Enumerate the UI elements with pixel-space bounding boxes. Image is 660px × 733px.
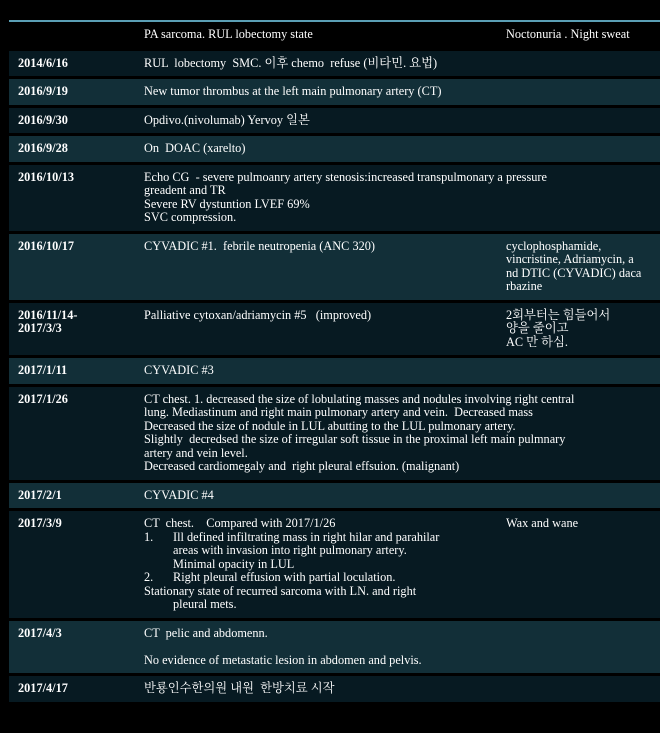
event-line: CYVADIC #4 [144, 487, 214, 502]
event-line: CT chest. 1. decreased the size of lobulating masses and nodules involving right central [144, 391, 575, 406]
table-row [9, 234, 660, 300]
table-row [9, 165, 660, 231]
row-date: 2016/10/17 [18, 238, 75, 253]
event-line: CYVADIC #3 [144, 363, 214, 377]
event-line: CT pelic and abdomenn. [144, 625, 268, 640]
note-line: 양을 줄이고 [506, 321, 569, 335]
header-col1 [9, 22, 135, 48]
list-item [144, 571, 494, 585]
event-line: pleural mets. [173, 597, 237, 611]
event-line: areas with invasion into right pulmonary artery. [173, 543, 407, 557]
note-line: vincristine, Adriamycin, a [506, 252, 634, 266]
row-event [135, 165, 660, 231]
list-text [159, 531, 494, 572]
row-date: 2017/1/26 [18, 391, 68, 406]
event-line: lung. Mediastinum and right main pulmonary artery and vein. Decreased mass [144, 405, 533, 419]
event-line: RUL lobectomy SMC. 이후 chemo refuse (비타민. 요법) [144, 55, 438, 70]
event-line: Slightly decredsed the size of irregular soft tissue in the proximal left main pulmnary [144, 432, 566, 446]
event-line: Minimal opacity in LUL [173, 556, 295, 571]
row-event [135, 676, 660, 702]
table-row [9, 483, 660, 509]
header-col2: PA sarcoma. RUL lobectomy state [144, 27, 313, 41]
event-line: On DOAC (xarelto) [144, 141, 246, 155]
event-line: CT chest. Compared with 2017/1/26 [144, 516, 336, 530]
event-line: SVC compression. [144, 210, 237, 224]
note-line: 2회부터는 힘들어서 [506, 307, 611, 322]
row-event [135, 483, 660, 509]
row-event [135, 303, 498, 356]
list-number: 1. [144, 529, 154, 544]
event-line: 반룡인수한의원 내원 한방치료 시작 [144, 681, 335, 695]
row-event [135, 51, 660, 77]
row-date: 2016/9/30 [18, 112, 68, 127]
row-event [135, 234, 498, 300]
row-date: 2014/6/16 [18, 55, 68, 70]
event-line: Severe RV dystuntion LVEF 69% [144, 196, 310, 211]
row-date: 2017/2/1 [18, 487, 62, 502]
table-row [9, 387, 660, 480]
row-event [135, 387, 660, 480]
list-number: 2. [144, 570, 154, 584]
event-line: No evidence of metastatic lesion in abdomen and pelvis. [144, 652, 422, 667]
table-row [9, 108, 660, 134]
date-line: 2016/11/14- [18, 307, 78, 322]
table-row [9, 676, 660, 702]
row-date: 2017/4/17 [18, 681, 68, 695]
row-date: 2017/3/9 [18, 516, 62, 530]
event-line: artery and vein level. [144, 445, 248, 460]
row-event [135, 108, 660, 134]
table-row [9, 358, 660, 384]
event-line: Echo CG - severe pulmoanry artery stenosis:increased transpulmonary a pressure [144, 169, 547, 184]
row-event [135, 79, 660, 105]
row-date: 2016/10/13 [18, 169, 75, 184]
row-date: 2017/4/3 [18, 625, 62, 640]
note-line: rbazine [506, 279, 543, 293]
event-line: Stationary state of recurred sarcoma with LN. and right [144, 583, 417, 598]
event-line: New tumor thrombus at the left main pulmonary artery (CT) [144, 84, 442, 98]
event-line-blank [144, 640, 654, 654]
date-line: 2017/3/3 [18, 321, 62, 335]
table-row [9, 79, 660, 105]
table-row [9, 511, 660, 618]
note-line: AC 만 하심. [506, 334, 568, 349]
table-row [9, 136, 660, 162]
row-event [135, 358, 660, 384]
event-line: Decreased cardiomegaly and right pleural effsuion. (malignant) [144, 459, 460, 473]
row-note [498, 234, 660, 300]
event-line: CYVADIC #1. febrile neutropenia (ANC 320) [144, 238, 375, 253]
event-line: greadent and TR [144, 183, 226, 197]
table-row [9, 621, 660, 674]
row-date [9, 303, 135, 356]
event-line: Ill defined infiltrating mass in right hilar and parahilar [173, 529, 440, 544]
row-event [135, 511, 498, 618]
list-item [144, 531, 494, 572]
timeline-table [9, 20, 660, 705]
row-event [135, 136, 660, 162]
table-row [9, 51, 660, 77]
row-event [135, 621, 660, 674]
row-note [498, 303, 660, 356]
row-date: 2016/9/19 [18, 84, 68, 98]
event-line: Right pleural effusion with partial loculation. [173, 570, 396, 584]
note-line: nd DTIC (CYVADIC) daca [506, 265, 642, 280]
note-line: cyclophosphamide, [506, 238, 602, 253]
row-date: 2017/1/11 [18, 363, 68, 377]
list-text [159, 571, 494, 585]
header-col3: Noctonuria . Night sweat [506, 27, 630, 41]
table-row [9, 303, 660, 356]
row-date: 2016/9/28 [18, 141, 68, 155]
table-header [9, 22, 660, 48]
event-line: Decreased the size of nodule in LUL abutting to the LUL pulmonary artery. [144, 418, 516, 433]
event-line: Opdivo.(nivolumab) Yervoy 일본 [144, 112, 310, 127]
event-line: Palliative cytoxan/adriamycin #5 (improved) [144, 307, 372, 322]
row-note [498, 511, 660, 618]
note-line: Wax and wane [506, 516, 579, 530]
